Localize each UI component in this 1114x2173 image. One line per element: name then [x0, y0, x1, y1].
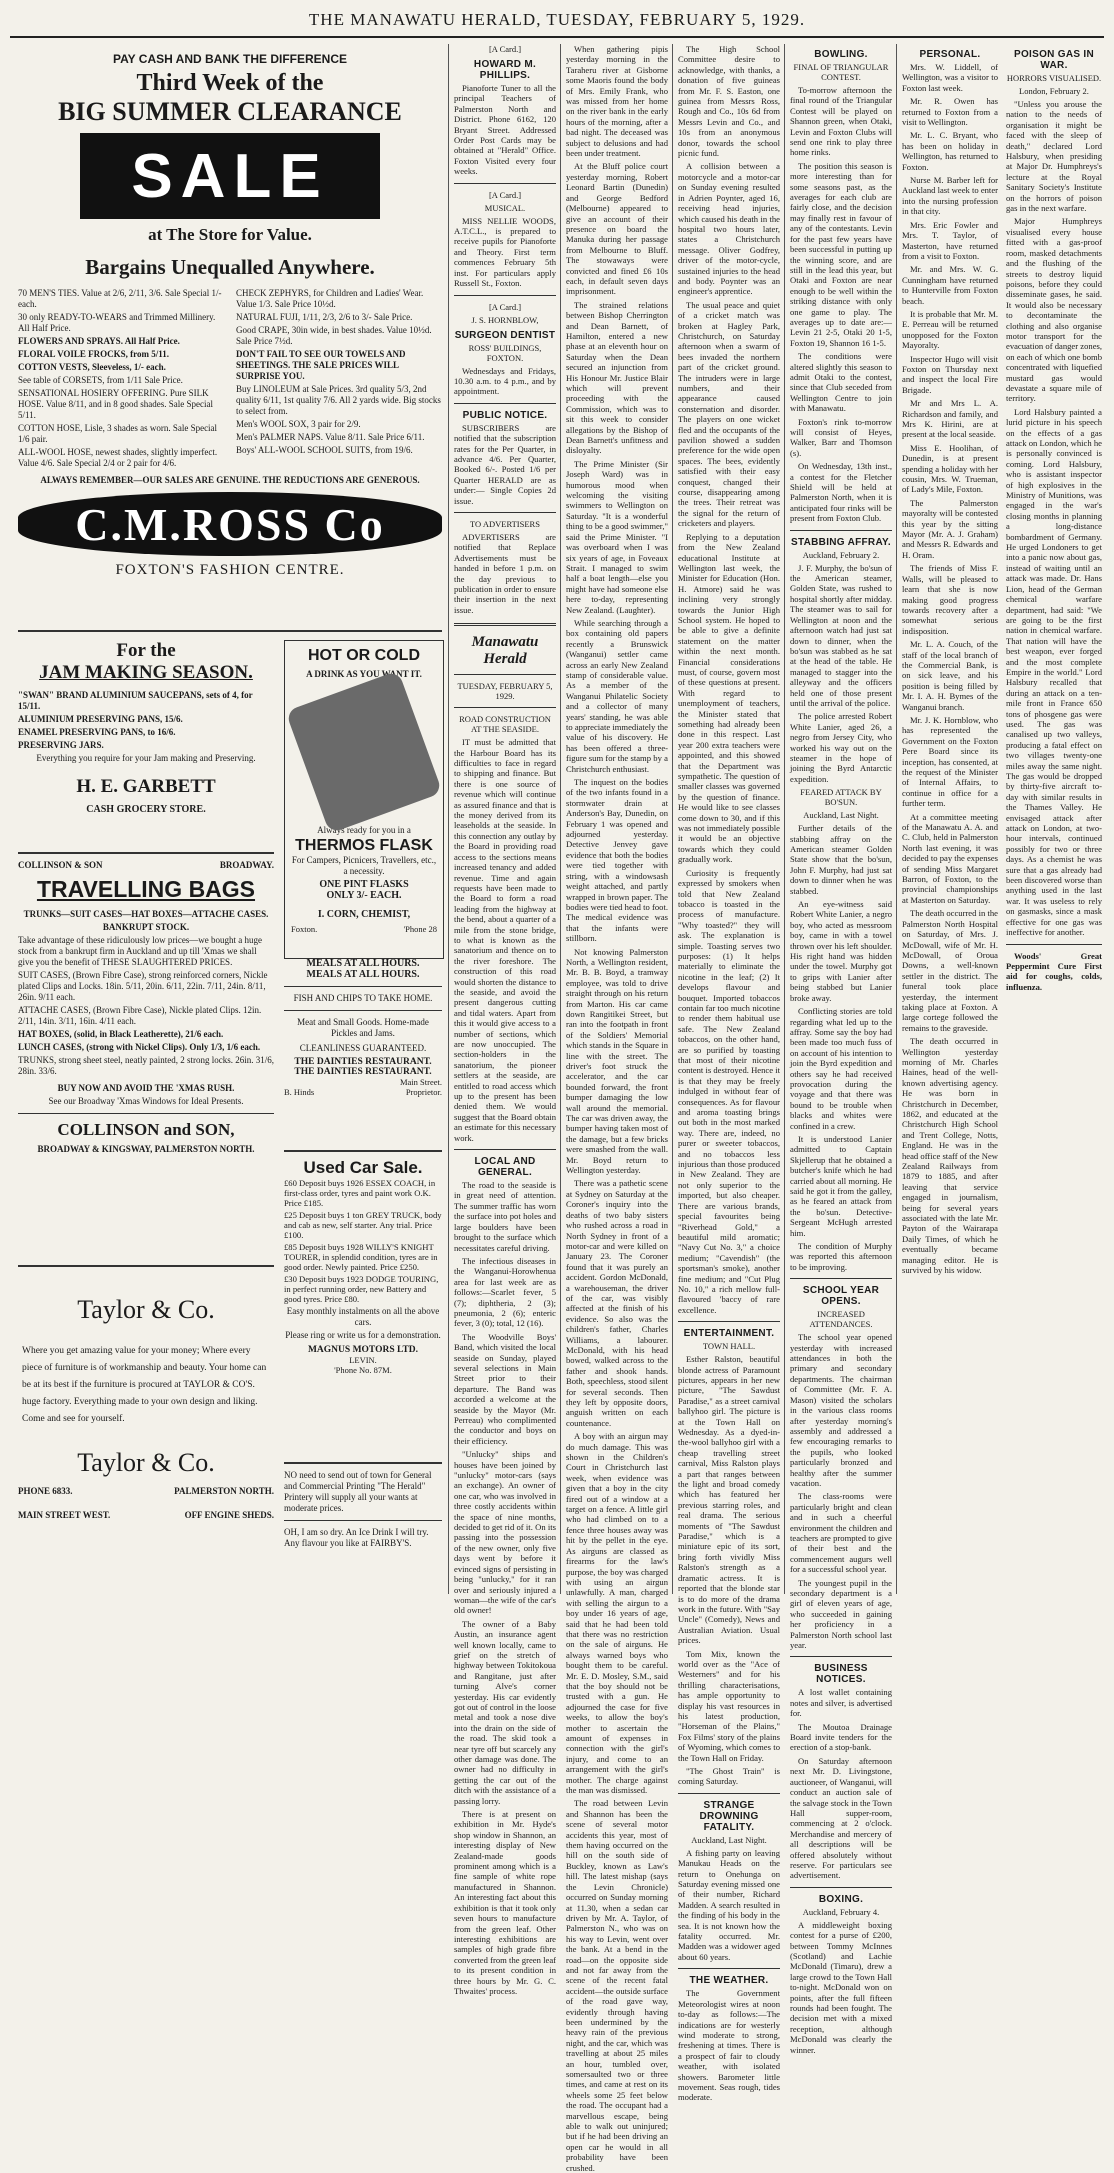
news-paragraph: A boy with an airgun may do much damage. This was shown in the Children's Court in Christchurch last week, when evidence was given that a boy in the city fired out of a window at a target on a fence. A little girl who had climbed on to a fence three houses away was hit by the pellet in the eye. As airguns are classed as firearms for the law's purpose, the boy was charged with using an airgun unlawfully. A man, charged with selling the airgun to a boy under 16 years of age, said that he had been told that there was no restriction on the sale of airguns. He always warned boys who bought them to be careful. Mr. E. D. Mosley, S.M., said that the boy should not be trusted with a gun. He adjourned the case for five weeks, to allow the boy's mother to ascertain the amount of expenses in connection with the girl's injury, and come to an arrangement with the girl's mother. The charge against the man was dismissed.	[566, 1431, 668, 1796]
news-paragraph: The Prime Minister (Sir Joseph Ward) was in humorous mood when welcoming the visiting swimmers to Wellington on Saturday. "It is a wonderful thing to be a good swimmer," said the Prime Minister. "I was overboard when I was six years of age, in Foveaux Strait. I managed to swim half a boat length—else you might have had someone else here to-day, representing New Zealand. (Laughter).	[566, 458, 668, 615]
news-paragraph: The usual peace and quiet of a cricket match was broken at Hagley Park, Christchurch, on Saturday afternoon when a swarm of bees invaded the northern part of the cricket ground. The intruders were in large numbers, and their appearance caused consternation and disorder. The players on one wicket fled and the occupants of the pavilion showed a sudden preference for the wide open spaces. The bees, evidently satisfied with their easy conquest, changed their course, disappearing among the trees. Their retreat was the signal for the return of cricketers and players.	[678, 299, 780, 529]
taylor-street: MAIN STREET WEST.	[18, 1510, 111, 1520]
column-rule	[784, 44, 785, 1594]
travel-item: LUNCH CASES, (strong with Nickel Clips). Only 1/3, 1/6 each.	[18, 1042, 261, 1052]
jam-line: ALUMINIUM PRESERVING PANS, 15/6.	[18, 714, 183, 724]
clearance-store: at The Store for Value.	[148, 225, 312, 244]
personal-text: The death occurred in Wellington yesterday morning of Mr. Charles Haines, head of the well-known advertising agency. He was born in Christchurch in December, 1862, and educated at the Christchurch High School and Trent College, Notts, England. He was in the head office staff of the New Zealand Railways from 1879 to 1885, and after leaving that service engaged in journalism, being for several years associated with the late Mr. Payton of the Wairarapa Daily Times, of which he eventually became managing editor. He is survived by his widow.	[902, 1036, 998, 1276]
stabbing-heading: STABBING AFFRAY.	[791, 536, 891, 548]
travel-trunks: TRUNKS—SUIT CASES—HAT BOXES—ATTACHE CASES.	[23, 909, 269, 919]
usedcar-item: £85 Deposit buys 1928 WILLY'S KNIGHT TOURER, in splendid condition, tyres are in good order. Newly painted. Price £250.	[284, 1242, 438, 1272]
thermos-sub: A DRINK AS YOU WANT IT.	[306, 669, 422, 679]
local-text: There is at present on exhibition in Mr. Hyde's shop window in Shannon, an interesting display of New Zealand-made goods prominent among which is a fine sample of white rope manufactured in Shannon. An interesting fact about this exhibition is that it took only seven hours to manufacture from the green leaf. Other interesting exhibitions are samples of high grade fibre converted from the green leaf to its present condition in three hours by Mr. G. C. Thwaites' process.	[454, 1809, 556, 1996]
clearance-item: 30 only READY-TO-WEARS and Trimmed Millinery. All Half Price.	[18, 312, 216, 333]
ad-rule	[18, 1265, 274, 1267]
personal-text: Miss E. Hoolihan, of Dunedin, is at present spending a holiday with her cousin, Mrs. W. Trueman, of Lady's Mile, Foxton.	[902, 442, 998, 495]
column-4	[566, 44, 668, 2173]
personal-text: Inspector Hugo will visit Foxton on Thursday next and inspect the local Fire Brigade.	[902, 353, 998, 395]
thermos-ad	[284, 640, 444, 959]
taylor-near: OFF ENGINE SHEDS.	[184, 1510, 274, 1520]
woods-text: MISS NELLIE WOODS, A.T.C.L., is prepared to receive pupils for Pianoforte and Theory. First term commences February 5th inst. For particulars apply Russell St., Foxton.	[454, 215, 556, 289]
road-heading: ROAD CONSTRUCTION AT THE SEASIDE.	[459, 714, 551, 735]
clearance-item: FLORAL VOILE FROCKS, from 5/11.	[18, 349, 170, 359]
card-label: [A Card.]	[488, 44, 522, 54]
local-text: The Woodville Boys' Band, which visited the local seaside on Sunday, played several selections in Main Street prior to their departure. The Band was accorded a welcome at the seaside by the Mayor (Mr. Perreau) who complimented the conductor and boys on their efficiency.	[454, 1331, 556, 1446]
travel-item: ATTACHE CASES, (Brown Fibre Case), Nickle plated Clips. 12in. 2/11, 14in. 3/11, 16in. 4/11 each.	[18, 1005, 262, 1026]
business-text: On Saturday afternoon next Mr. D. Livingstone, auctioneer, of Wanganui, will conduct an auction sale of the salvage stock in the Town Hall supper-room, commencing at 2 o'clock. Merchandise and mercery of all descriptions will be offered absolutely without reserve. For particulars see advertisement.	[790, 1755, 892, 1881]
news-paragraph: Not knowing Palmerston North, a Wellington resident, Mr. B. B. Boyd, a tramway employee, was told to drive straight through on his return from Marton. His car came down Rangitikei Street, but ran into the footpath in front of the Soldiers' Memorial which stands in the Square in line with the street. The driver's foot struck the accelerator, and the car bounded forward, the front bumper damaging the low wall around the memorial. The car was driven away, the bumper having taken most of the damage, but a few bricks were smashed from the wall. Mr. Boyd return to Wellington yesterday.	[566, 946, 668, 1176]
boxing-text: A middleweight boxing contest for a purse of £200, between Tommy McInnes (Scotland) and Lachie McDonald (Timaru), drew a large crowd to the Town Hall to-night. McDonald won on points, after the full fifteen rounds had been fought. The decision met with a mixed reception, although McDonald was clearly the winner.	[790, 1919, 892, 2055]
entertainment-text: Tom Mix, known the world over as the "Ace of Westerners" and for his thrilling characterisations, has ample opportunity to display his vast resources in his latest production, "Horseman of the Plains," Fox Films' story of the plains of Wyoming, which comes to the Town Hall on Friday.	[678, 1648, 780, 1763]
personal-text: The friends of Miss F. Walls, will be pleased to learn that she is now making good progress towards recovery after a somewhat serious indisposition.	[902, 563, 998, 636]
personal-text: Nurse M. Barber left for Auckland last week to enter into the nursing profession in that city.	[902, 175, 998, 217]
gas-text: "Unless you arouse the nation to the needs of organisation it might be faced with the sleep of death," declared Lord Halsbury, when presiding at Major Dr. Humphreys's lecture at the Royal Sanitary Society's Institute on the horrors of poison gas in the next warfare.	[1006, 99, 1102, 214]
travel-windows: See our Broadway 'Xmas Windows for Ideal Presents.	[48, 1096, 244, 1106]
phillips-text: Pianoforte Tuner to all the principal Teachers of Palmerston North and District. Phone 6162, 120 Bryant Street. Addressed Order Post Cards may be obtained at "Herald" Office. Foxton Visited every four weeks.	[454, 83, 556, 177]
travel-address: BROADWAY & KINGSWAY, PALMERSTON NORTH.	[37, 1144, 255, 1154]
advertisers-heading: TO ADVERTISERS	[470, 518, 540, 529]
business-heading: BUSINESS NOTICES.	[814, 1663, 868, 1686]
personal-text: Mr. J. K. Hornblow, who has represented the Government on the Foxton Pere Board since its inception, has consented, at the request of the Minister of Internal Affairs, to continue in office for a further term.	[902, 714, 998, 809]
usedcar-item: £25 Deposit buys 1 ton GREY TRUCK, body and cab as new, self starter. Any trial. Price £100.	[284, 1210, 442, 1240]
ad-rule	[284, 1462, 442, 1464]
news-paragraph: The strained relations between Bishop Cherrington and Dean Barnett, of Hamilton, entered a new phase at an eleventh hour on Saturday when the Dean secured an injunction from His Honour Mr. Justice Blair which will prevent proceeding with the Commission, which was to sit this week to consider allegations by the Bishop of Dean Barnett's unfitness and disloyalty.	[566, 299, 668, 456]
road-text: IT must be admitted that the Harbour Board has its difficulties to face in regard to shipping and finance. But there is one source of revenue which will continue as assured finance and that is the money derived from its leaseholds at the seaside. In this connection any outlay by the Board in providing road access to the sections means increased tenancy and added revenue. Time and again requests have been made to the Board to form a road leading from the highway at the bend, about a quarter of a mile from the stone bridge, to what is known as the sanatorium and thence on to the river foreshore. The construction of this road would shorten the distance to the seaside, and avoid the present dangerous cutting and tidal waters. Apart from this it would give access to a number of sections, which are now unoccupied. The section-holders in the sanatorium, the pioneer settlers at the seaside, are entitled to road access which up to the present has been denied them. We would suggest that the Board obtain an estimate for this necessary work.	[454, 737, 556, 1143]
meals-clean: CLEANLINESS GUARANTEED.	[299, 1043, 427, 1053]
meals-l1: MEALS AT ALL HOURS.	[306, 958, 420, 969]
clearance-title: BIG SUMMER CLEARANCE	[58, 97, 402, 126]
column-3	[454, 44, 556, 1996]
column-7	[902, 44, 1102, 1594]
clearance-item: Men's WOOL SOX, 3 pair for 2/9.	[236, 419, 361, 429]
travel-intro: Take advantage of these ridiculously low prices—we bought a huge stock from a bankrupt firm in Auckland and up till 'Xmas we shall give you the benefit of THESE SLAUGHTERED PRICES.	[18, 935, 263, 967]
local-text: "Unlucky" ships and houses have been joined by "unlucky" motor-cars (says an exchange). An owner of one car, who was involved in three costly accidents within the space of nine months, decided to get rid of it. On its passing into the possession of the new owner, only five days went by before it evinced signs of persisting in being "unlucky," for it ran over and seriously injured a woman—the wife of the car's old owner!	[454, 1449, 556, 1616]
travel-buy: BUY NOW AND AVOID THE 'XMAS RUSH.	[57, 1083, 235, 1093]
news-paragraph: Curiosity is frequently expressed by smokers when told that New Zealand tobacco is toasted in the process of manufacture. "Why toasted?" they will ask. The explanation is simple. Toasting serves two purposes: (1) It helps materially to eliminate the nicotine in the leaf; (2) It develops flavour and bouquet. Imported tobaccos contain far too much nicotine to render them habitual use safe. The New Zealand tobaccos, on the other hand, are so purified by toasting that most of their nicotine content is destroyed. Hence it is that they may be freely indulged in without fear of consequences. As for flavour and aroma toasting brings out both in the most marked way. There are, indeed, no purer or sweeter tobaccos, and no tobaccos less injurious than those produced in New Zealand. They are not only superior to the imported, but also cheaper. There are various brands, special favourites being "Riverhead Gold," a beautiful mild aromatic; "Navy Cut No. 3," a choice medium; "Cavendish" (the sportsman's smoke), another fine medium; and "Cut Plug No. 10," a rich mellow full-flavoured 'baccy of rare excellence.	[678, 867, 780, 1315]
usedcar-town: LEVIN.	[349, 1355, 377, 1365]
clearance-item: Good CRAPE, 30in wide, in best shades. Value 10½d. Sale Price 7½d.	[236, 325, 432, 346]
clearance-week: Third Week of the	[136, 70, 324, 96]
travel-firm: COLLINSON & SON	[18, 860, 103, 870]
usedcar-item: £60 Deposit buys 1926 ESSEX COACH, in first-class order, tyres and paint work O.K. Price £185.	[284, 1178, 436, 1208]
boxing-heading: BOXING.	[818, 1893, 864, 1905]
feared-heading: FEARED ATTACK BY BO'SUN.	[800, 787, 882, 808]
column-rule	[560, 44, 561, 1594]
jam-ad	[18, 640, 274, 845]
jam-line: ENAMEL PRESERVING PANS, to 16/6.	[18, 727, 176, 737]
feared-text: Further details of the stabbing affray on the American steamer Golden State show that the bo'sun, John F. Murphy, had just sat down to dinner when he was stabbed.	[790, 823, 892, 896]
local-heading: LOCAL AND GENERAL.	[474, 1156, 536, 1179]
news-paragraph: A collision between a motorcycle and a motor-car on Sunday evening resulted in Adrien Poynter, aged 16, receiving head injuries, which caused his death in the hospital two hours later, states a Christchurch message. Oliver Godfrey, driver of the motor-cycle, sustained injuries to the head and body. Poynter was an engineer's apprentice.	[678, 161, 780, 297]
usedcar-ring: Please ring or write us for a demonstration.	[285, 1330, 441, 1340]
clearance-item: See table of CORSETS, from 1/11 Sale Price.	[18, 375, 183, 385]
usedcar-terms: Easy monthly instalments on all the above cars.	[286, 1306, 440, 1327]
ad-rule	[18, 630, 442, 632]
school-text: The school year opened yesterday with increased attendances in both the primary and secondary departments. The chairman of Committee (Mr. F. A. Mason) visited the scholars in the various class rooms after yesterday morning's assembly and addressed a few encouraging remarks to the pupils, who looked particularly bronzed and healthy after the summer vacation.	[790, 1332, 892, 1488]
column-rule	[896, 44, 897, 1594]
stabbing-sub: Auckland, February 2.	[802, 549, 880, 560]
hornblow-text: Wednesdays and Fridays, 10.30 a.m. to 4 p.m., and by appointment.	[454, 365, 556, 397]
bowling-text: The conditions were altered slightly this season to admit Otaki to the contest, since that Club seceded from Wellington Centre to join with Manawatu.	[790, 351, 892, 414]
clearance-left-list	[18, 288, 228, 471]
news-paragraph: The inquest on the bodies of the two infants found in a stormwater drain at Anderson's Bay, Dunedin, on February 1 was opened and adjourned yesterday. Detective Jenvey gave evidence that both the bodies were tied together with string, with a windowsash weight attached, and partly wrapped in brown paper. The bodies were tied head to foot. The medical evidence was that the infants were stillborn.	[566, 777, 668, 944]
usedcar-title: Used Car Sale.	[303, 1158, 423, 1177]
meals-fish: FISH AND CHIPS TO TAKE HOME.	[293, 993, 433, 1003]
sale-banner: SALE	[80, 133, 380, 219]
thermos-pint: ONE PINT FLASKS	[319, 879, 409, 890]
personal-text: The death occurred in the Palmerston North Hospital on Saturday, of Mrs. J. McDowall, wife of Mr. H. McDowall, of Oroua Downs, a well-known settler in the district. The funeral took place yesterday, the interment taking place at Foxton. A large cortege followed the remains to the graveside.	[902, 908, 998, 1033]
clearance-item: ALL-WOOL HOSE, newest shades, slightly imperfect. Value 4/6. Sale Special 2/4 or 2 pair for 4/6.	[18, 447, 218, 468]
clearance-item: FLOWERS AND SPRAYS. All Half Price.	[18, 336, 180, 346]
jam-line: PRESERVING JARS.	[18, 740, 104, 750]
column-5	[678, 44, 780, 2103]
phillips-name: HOWARD M. PHILLIPS.	[473, 59, 537, 81]
taylor-town: PALMERSTON NORTH.	[174, 1486, 274, 1496]
hornblow-name: J. S. HORNBLOW,	[471, 314, 539, 325]
meals-d2: THE DAINTIES RESTAURANT.	[294, 1067, 432, 1077]
column-6	[790, 44, 892, 2055]
local-text: The owner of a Baby Austin, an insurance agent well known locally, came to grief on the stretch of highway between Tokitokoua and Rangitane, just after turning Alve's corner yesterday. His car evidently got out of control in the loose metal and took a nose dive into the drain on the side of the road. The skid took a near tyre off but scarcely any other damage was done. The owner had no difficulty in getting the car out of the ditch with the assistance of a passing lorry.	[454, 1618, 556, 1806]
clearance-ad	[18, 44, 442, 619]
bowling-text: On Wednesday, 13th inst., a contest for the Fletcher Shield will be held at Palmerston North, when it is anticipated four rinks will be present from Foxton Club.	[790, 461, 892, 524]
meals-ad	[284, 958, 442, 1148]
paper-name: Manawatu Herald	[471, 634, 539, 668]
printing-ad: NO need to send out of town for General and Commercial Printing "The Herald" Printery will supply all your wants at moderate prices.	[284, 1470, 432, 1513]
news-paragraph: Replying to a deputation from the New Zealand educational Institute at Wellington last week, the Minister for Education (Hon. H. Atmore) said he was inclining very strongly towards the Junior High School system. He hoped to be able to give a definite statement on the matter within the next month. Financial considerations must, of course, govern most of these questions at present. With regard to unemployment of teachers, the Minister stated that something had already been done in this respect. Last year 200 extra teachers were appointed, and this showed that the Department was sympathetic. The question of smaller classes was governed by the question of finance. He would like to see classes come down to 30, and if this was not immediately possible it would be an objective towards which they could gradually work.	[678, 531, 780, 865]
meals-owner: B. Hinds	[284, 1087, 315, 1097]
feared-text: It is understood Lanier admitted to Captain Skjellerup that he obtained a butcher's knife which he had carried about all morning. He said he got it from the galley, as he feared an attack from the bo'sun. Detective-Sergeant McHugh arrested him.	[790, 1133, 892, 1238]
travel-item: SUIT CASES, (Brown Fibre Case), strong reinforced corners, Nickle plated Clips and Locks. 18in. 5/11, 20in. 6/11, 22in. 7/11, 24in. 8/11, 26in. 9/11 each.	[18, 970, 268, 1002]
thermos-town: Foxton.	[291, 924, 318, 934]
thermos-price: ONLY 3/- EACH.	[326, 890, 402, 901]
musical-heading: MUSICAL.	[484, 202, 526, 213]
weather-text: The Government Meteorologist wires at noon to-day as follows:—The indications are for westerly wind moderate to strong, freshening at times. There is a prospect of fair to cloudy weather, with isolated showers. Barometer little movement. Seas rough, tides moderate.	[678, 1988, 780, 2103]
clearance-item: COTTON HOSE, Lisle, 3 shades as worn. Sale Special 1/6 pair.	[18, 423, 218, 444]
travel-item: TRUNKS, strong sheet steel, neatly painted, 2 strong locks. 26in. 31/6, 28in. 33/6.	[18, 1055, 274, 1076]
bowling-text: Foxton's rink to-morrow will consist of Heyes, Walker, Barr and Thomson (s).	[790, 416, 892, 458]
personal-text: Mr. L. C. Bryant, who has been on holiday in Wellington, has returned to Foxton.	[902, 130, 998, 172]
boxing-sub: Auckland, February 4.	[802, 1906, 880, 1917]
usedcar-phone: 'Phone No. 87M.	[334, 1365, 392, 1375]
woods-cure-ad: Woods' Great Peppermint Cure First aid for coughs, colds, influenza.	[1006, 950, 1102, 992]
clearance-always: ALWAYS REMEMBER—OUR SALES ARE GENUINE. THE REDUCTIONS ARE GENEROUS.	[40, 475, 420, 485]
gas-text: Lord Halsbury painted a lurid picture in his speech on the effects of a gas attack on London, which he is personally convinced is coming. Lord Halsbury, who is assistant inspector of high explosives in the Ministry of Munitions, was engaged in the war's closing months in planning a long-distance bombardment of Germany. He urged Londoners to get into a panic now about gas, instead of waiting until an attack was made. Dr. Hans Lion, head of the German chemical warfare department, had said: "We are going to be the first nation in chemical warfare. That nation will have the best weapon, ever forged and the most complete Empire in the world." Lord Halsbury recalled that during an attack on a ten-mile front in France 650 tons of phosgene gas were used. The gas was canalised up two valleys, producing a fatal effect on two villages twenty-one miles away the same night. The gas would be dropped by thirty-five aircraft to-day with similar results in the Thames Valley. He envisaged attack after attack on London, at two-hour intervals, continued possibly for two or three days. As a chemist he was sure that a gas already had been discovered worse than anything used in the last war. It was useless to rely on gasmasks, since a mask effective for one gas was ineffective for another.	[1006, 406, 1102, 938]
entertainment-text: Esther Ralston, beautiful blonde actress of Paramount pictures, appears in her new picture, "The Sawdust Paradise," as a street carnival ballyhoo girl. The picture is at the Town Hall on Wednesday. As a dyed-in-the-wool ballyhoo girl with a cheap travelling street carnival, Miss Ralston plays a part that ranges between the light and broad comedy which has featured her previous starring roles, and real drama. The serious moments of "The Sawdust Paradise," which is a miniature epic of its sort, bring forth vividly Miss Ralston's strength as a dramatic actress. It is reported that the blonde star is to do more of the drama work in the future. With "Say Uncle" (Comedy), News and Australian Aviation. Usual prices.	[678, 1354, 780, 1646]
clearance-item: 70 MEN'S TIES. Value at 2/6, 2/11, 3/6. Sale Special 1/- each.	[18, 288, 222, 309]
local-text: The infectious diseases in the Wanganui-Horowhenua area for last week are as follows:—Scarlet fever, 5 (7); diphtheria, 2 (3); pneumonia, 2 (6); enteric fever, 3 (0); total, 12 (16).	[454, 1255, 556, 1329]
notice-heading: PUBLIC NOTICE.	[462, 409, 548, 421]
entertainment-sub: TOWN HALL.	[702, 1341, 756, 1352]
personal-text: Mr. R. Owen has returned to Foxton from a visit to Wellington.	[902, 96, 998, 128]
personal-text: Mrs. W. Liddell, of Wellington, was a visitor to Foxton last week.	[902, 62, 998, 93]
personal-text: Mr. and Mrs. W. G. Cunningham have returned to Hunterville from Foxton beach.	[902, 264, 998, 306]
business-text: The Moutoa Drainage Board invite tenders for the erection of a stop-bank.	[790, 1721, 892, 1753]
meals-street: Main Street.	[399, 1077, 442, 1087]
meals-d1: THE DAINTIES RESTAURANT.	[294, 1057, 432, 1067]
icedrink-ad: OH, I am so dry. An Ice Drink I will try. Any flavour you like at FAIRBY'S.	[284, 1527, 429, 1548]
misc-ads	[284, 1470, 442, 1595]
paper-date: TUESDAY, FEBRUARY 5, 1929.	[457, 681, 553, 702]
taylor-body: Where you get amazing value for your money; Where every piece of furniture is of workmanship and beauty. Your home can be at its best if the furniture is procured at TAYLOR & CO'S. huge factory. Everything made to your own design and liking. Come and see for yourself.	[22, 1346, 267, 1424]
news-paragraph: The road between Levin and Shannon has been the scene of several motor accidents this year, most of them having occurred on the hill on the south side of Buckley, known as Law's hill. The latest mishap (says the Levin Chronicle) occurred on Sunday morning at 11.30, when a sedan car driven by Mr. A. Taylor, of Palmerston N., who was on his way to Levin, went over the bank. At a bend in the road—on the opposite side and not far away from the scene of the recent fatal accident—the outside surface of the road gave way, evidently through having been undermined by the heavy rain of the previous night, and the car, which was travelling at about 25 miles an hour, tumbled over, somersaulted two or three times, and came at rest on its wheels some 25 feet below the road. The occupant had a marvellous escape, being able to walk out uninjured; but if he had been driving an open car he would in all probability have been crushed.	[566, 1798, 668, 2173]
column-rule	[672, 44, 673, 1594]
jam-line: Everything you require for your Jam making and Preserving.	[36, 753, 256, 763]
news-paragraph: The High School Committee desire to acknowledge, with thanks, a donation of five guineas from Mr. F. S. Easton, one guinea from Messrs Ross, Rough and Co., 10s 6d from Messrs Levin and Co., and 10s from an anonymous donor, towards the school picnic fund.	[678, 44, 780, 159]
hornblow-title: SURGEON DENTIST	[454, 329, 556, 341]
masthead: THE MANAWATU HERALD, TUESDAY, FEBRUARY 5, 1929.	[308, 10, 806, 29]
entertainment-heading: ENTERTAINMENT.	[683, 1328, 775, 1340]
thermos-chemist: I. CORN, CHEMIST,	[317, 909, 411, 920]
travel-ad	[18, 860, 274, 1260]
bowling-text: The position this season is more interesting than for some seasons past, as the averages for each club are fairly close, and the decision may finally rest in favour of any of the contestants. Levin for the past few years have been successful in putting up the winning score, and are still in the lead this year, but Otaki and Foxton are near enough to be well within the striking distance with only one game to play. The averages up to date are:—Levin 21 2-5, Otaki 20 1-5, Foxton 19, Shannon 16 1-5.	[790, 160, 892, 348]
clearance-item: Buy LINOLEUM at Sale Prices. 3rd quality 5/3, 2nd quality 6/11, 1st quality 7/6. All 2 yards wide. Big stocks to select from.	[236, 384, 441, 416]
feared-text: The condition of Murphy was reported this afternoon to be improving.	[790, 1241, 892, 1272]
business-text: A lost wallet containing notes and silver, is advertised for.	[790, 1687, 892, 1719]
thermos-for: For Campers, Picnicers, Travellers, etc., a necessity.	[291, 855, 437, 876]
thermos-phone: 'Phone 28	[403, 924, 437, 934]
clearance-item: DON'T FAIL TO SEE OUR TOWELS AND SHEETINGS. THE SALE PRICES WILL SURPRISE YOU.	[236, 349, 406, 381]
taylor-name: Taylor & Co.	[77, 1295, 215, 1324]
news-paragraph: While searching through a box containing old papers recently a Brunswick (Wanganui) settler came across an early New Zealand stamp of considerable value. As a member of the Wanganui Philatelic Society and a collector of many years' standing, he was able to appreciate immediately the value of his discovery. He has been offered a three-figure sum for the stamp by a Christchurch enthusiast.	[566, 617, 668, 774]
ad-rule	[18, 852, 274, 854]
news-paragraph: There was a pathetic scene at Sydney on Saturday at the Coroner's inquiry into the deaths of two baby sisters who rushed across a road in North Sydney in front of a motor-car and were killed on January 23. The Coroner found that it was purely an accident. Gordon McDonald, a warehouseman, the driver of the car, was visibly affected at the finish of his evidence. So also was the children's father, Charles Williams, a labourer. McDonald, with his head bowed, walked across to the father and shook hands. Both, speechless, stood silent for several seconds. Then they left by opposite doors, anguish written on each countenance.	[566, 1178, 668, 1428]
personal-text: The Palmerston mayoralty will be contested this year by the sitting Mayor (Mr. A. J. Graham) and Messrs R. Edwards and H. Oram.	[902, 497, 998, 560]
personal-text: Mr and Mrs L. A. Richardson and family, and Mrs K. Hirini, are at present at the local seaside.	[902, 398, 998, 440]
column-rule	[448, 44, 449, 1594]
personal-text: Mr. L. A. Couch, of the staff of the local branch of the Commercial Bank, is on sick leave, and his position is being filled by Mr. I. A. H. Bymes of the Wanganui branch.	[902, 639, 998, 712]
personal-text: At a committee meeting of the Manawatu A. A. and C. Club, held in Palmerston North last evening, it was decided to pay the expenses of sending Miss Margaret Barron, of Foxton, to the provincial championships at Masterton on Saturday.	[902, 811, 998, 905]
travel-bankrupt: BANKRUPT STOCK.	[102, 922, 190, 932]
stabbing-text: The police arrested Robert White Lanier, aged 26, a negro from Jersey City, who worked his way out on the steamer in the hope of joining the Byrd Antarctic expedition.	[790, 711, 892, 784]
ad-rule	[284, 1150, 442, 1152]
gas-heading: POISON GAS IN WAR.	[1013, 49, 1095, 71]
entertainment-text: "The Ghost Train" is coming Saturday.	[678, 1766, 780, 1787]
jam-line: "SWAN" BRAND ALUMINIUM SAUCEPANS, sets of 4, for 15/11.	[18, 690, 253, 711]
school-text: The youngest pupil in the secondary department is a girl of eleven years of age, who succeeded in gaining her proficiency in a Palmerston North school last year.	[790, 1577, 892, 1651]
thermos-flask-illustration	[285, 670, 442, 833]
travel-title: TRAVELLING BAGS	[36, 876, 256, 902]
card-label: [A Card.]	[488, 189, 522, 200]
gas-sub: HORRORS VISUALISED.	[1006, 73, 1102, 83]
ross-logo: C.M.ROSS Co	[18, 492, 442, 556]
feared-text: An eye-witness said Robert White Lanier, a negro boy, who acted as messroom boy, came in with a towel thrown over his left shoulder. His right hand was hidden under the towel. Murphy got to grips with Lanier after being stabbed but Lanier broke away.	[790, 899, 892, 1003]
school-sub: INCREASED ATTENDANCES.	[809, 1309, 873, 1330]
taylor-ad	[18, 1275, 274, 1595]
gas-text: Major Humphreys visualised every house fitted with a gas-proof room, masked detachments and the flushing of the streets to destroy liquid poisons, before they could disseminate gases, he said. It would also be necessary to decontaminate the clothing and also organise motor transport for the evacuation of danger zones, on each of which one bomb concentrated with liquefied mustard gas would devastate a square mile of territory.	[1006, 216, 1102, 404]
usedcar-firm: MAGNUS MOTORS LTD.	[307, 1345, 419, 1355]
clearance-item: Boys' ALL-WOOL SCHOOL SUITS, from 19/6.	[236, 445, 413, 455]
stabbing-text: J. F. Murphy, the bo'sun of the American steamer, Golden State, was rushed to hospital shortly after midday. The steamer was to sail for Wellington at noon and the afternoon watch had just sat down to dinner, when the bo'sun was stabbed as he sat at the head of the table. He managed to stagger into the alleyway and the officers held one of those present until the arrival of the police.	[790, 562, 892, 708]
personal-heading: PERSONAL.	[919, 49, 981, 60]
weather-heading: THE WEATHER.	[689, 1975, 769, 1987]
taylor-name2: Taylor & Co.	[77, 1448, 215, 1477]
local-text: The road to the seaside is in great need of attention. The summer traffic has worn the surface into pot holes and large boulders have been brought to the surface which necessitates careful driving.	[454, 1180, 556, 1253]
bowling-heading: BOWLING.	[814, 49, 868, 60]
clearance-item: NATURAL FUJI, 1/11, 2/3, 2/6 to 3/- Sale Price.	[236, 312, 413, 322]
drowning-heading: STRANGE DROWNING FATALITY.	[699, 1799, 759, 1833]
clearance-top: PAY CASH AND BANK THE DIFFERENCE	[112, 52, 348, 66]
hornblow-address: ROSS' BUILDINGS, FOXTON.	[468, 342, 542, 363]
feared-sub: Auckland, Last Night.	[803, 810, 879, 821]
clearance-bargains: Bargains Unequalled Anywhere.	[85, 255, 375, 279]
taylor-phone: PHONE 6833.	[18, 1486, 73, 1496]
news-paragraph: When gathering pipis yesterday morning in the Taraheru river at Gisborne some Maoris found the body of Mrs. Emily Frank, who was missed from her home on the river bank in the early hours of the morning, after a bad night. The deceased was subject to delusions and had been under treatment.	[566, 44, 668, 159]
jam-for: For the	[116, 640, 176, 661]
clearance-item: CHECK ZEPHYRS, for Children and Ladies' Wear. Value 1/3. Sale Price 10½d.	[236, 288, 424, 309]
drowning-text: A fishing party on leaving Manukau Heads on the return to Onehunga on Saturday evening missed one of their number, Richard Madden. A search resulted in the finding of his body in the sea. It is not known how the fatality occurred. Mr. Madden was a widower aged about 60 years.	[678, 1847, 780, 1962]
usedcar-item: £30 Deposit buys 1923 DODGE TOURING, in perfect running order, new Battery and good tyres. Price £80.	[284, 1274, 439, 1304]
personal-text: It is probable that Mr. M. E. Perreau will be returned unopposed for the Foxton Mayoralty.	[902, 308, 998, 351]
usedcar-ad	[284, 1158, 442, 1458]
drowning-sub: Auckland, Last Night.	[691, 1834, 767, 1845]
meals-meat: Meat and Small Goods. Home-made Pickles and Jams.	[297, 1017, 429, 1038]
school-heading: SCHOOL YEAR OPENS.	[802, 1285, 880, 1308]
school-text: The class-rooms were particularly bright and clean and in such a cheerful environment the children and teachers are prompted to give of their best and the commencement augurs well for a successful school year.	[790, 1491, 892, 1575]
gas-place: London, February 2.	[1019, 86, 1089, 96]
meals-l2: MEALS AT ALL HOURS.	[306, 969, 420, 980]
clearance-item: SENSATIONAL HOSIERY OFFERING. Pure SILK HOSE. Value 8/11, and in 8 good shades. Sale Special 5/11.	[18, 388, 213, 420]
travel-street: BROADWAY.	[219, 860, 274, 870]
clearance-right-list	[236, 288, 442, 471]
jam-title: JAM MAKING SEASON.	[39, 662, 253, 683]
bowling-sub: FINAL OF TRIANGULAR CONTEST.	[793, 62, 889, 82]
masthead-rule	[10, 36, 1104, 38]
clearance-item: Men's PALMER NAPS. Value 8/11. Sale Price 6/11.	[236, 432, 425, 442]
meals-prop: Proprietor.	[405, 1087, 442, 1097]
thermos-flask: THERMOS FLASK	[295, 837, 433, 854]
jam-firm: H. E. GARBETT	[76, 776, 216, 797]
thermos-title: HOT OR COLD	[308, 647, 420, 664]
bowling-text: To-morrow afternoon the final round of the Triangular Contest will be played on Shannon green, when Otaki, Levin and Foxton Clubs will send one rink to play three home rinks.	[790, 85, 892, 158]
news-paragraph: At the Bluff police court yesterday morning, Robert Leonard Bartin (Dunedin) and George Bedford (Melbourne) appeared to give an account of their presence on board the Manuka during her passage from Melbourne to Bluff. The stowaways were convicted and fined £6 10s each, in default seven days imprisonment.	[566, 161, 668, 297]
travel-item: HAT BOXES, (solid, in Black Leatherette), 21/6 each.	[18, 1029, 224, 1039]
fashion-centre: FOXTON'S FASHION CENTRE.	[115, 562, 345, 578]
notice-text: SUBSCRIBERS are notified that the subscription rates for the Per Quarter, in advance 4/6. Per Quarter, Booked 6/-. Posted 1/6 per Quarter HERALD are as under:— Single Copies 2d issue.	[454, 422, 556, 506]
travel-firm2: COLLINSON and SON,	[57, 1120, 235, 1139]
jam-store: CASH GROCERY STORE.	[86, 804, 206, 815]
thermos-ready: Always ready for you in a	[317, 825, 411, 835]
advertisers-text: ADVERTISERS are notified that Replace Advertisements must be handed in before 1 p.m. on the day previous to publication in order to ensure their insertion in the next issue.	[454, 531, 556, 615]
personal-text: Mrs. Eric Fowler and Mrs. T. Taylor, of Masterton, have returned from a visit to Foxton.	[902, 219, 998, 261]
card-label: [A Card.]	[488, 301, 522, 312]
clearance-item: COTTON VESTS, Sleeveless, 1/- each.	[18, 362, 166, 372]
feared-text: Conflicting stories are told regarding what led up to the affray. Some say the boy had been made too much fuss of on account of his intention to join the Byrd expedition and others say he had received provocation during the voyage and that there was bound to be trouble when blacks and whites were confined in a crew.	[790, 1006, 892, 1131]
